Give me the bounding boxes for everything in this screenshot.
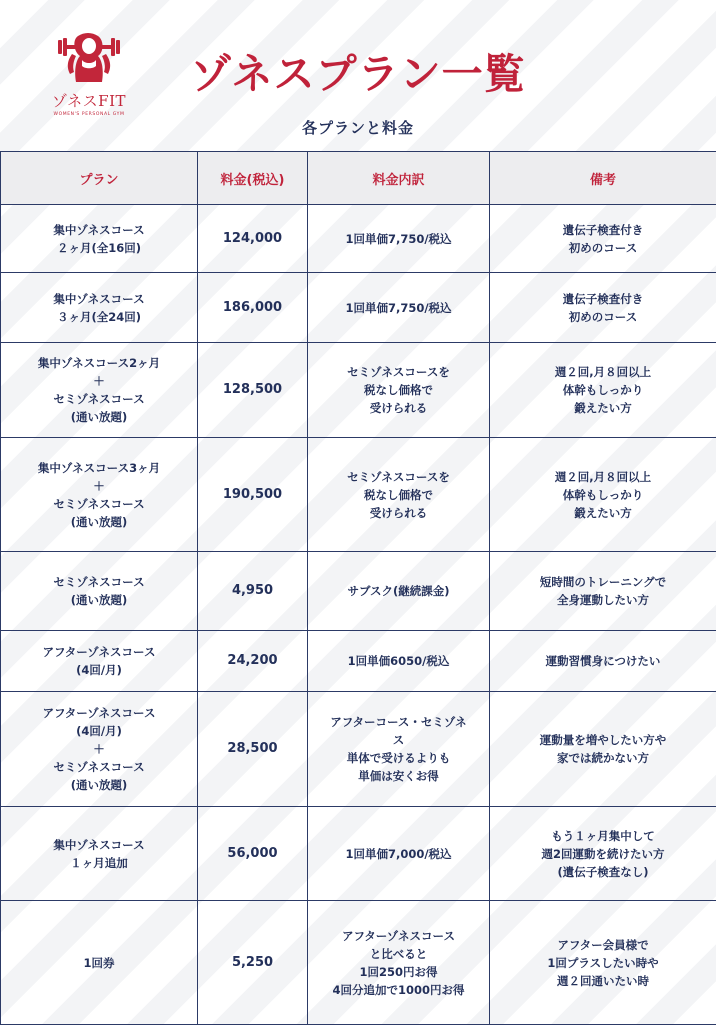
table-row [1, 205, 716, 273]
note-cell: 運動量を増やしたい方や 家では続かない方 [490, 692, 716, 807]
note-cell: アフター会員様で 1回プラスしたい時や 週２回通いたい時 [490, 901, 716, 1025]
detail-cell: アフターコース・セミゾネ ス 単体で受けるよりも 単価は安くお得 [308, 692, 490, 807]
header-note: 備考 [490, 152, 716, 205]
plan-cell: 集中ゾネスコース ３ヶ月(全24回) [1, 273, 198, 343]
price-cell: 5,250 [198, 901, 308, 1025]
detail-cell: セミゾネスコースを 税なし価格で 受けられる [308, 343, 490, 438]
logo-tagline: WOMEN'S PERSONAL GYM [54, 112, 125, 117]
price-cell: 186,000 [198, 273, 308, 343]
header-plan: プラン [1, 152, 198, 205]
price-cell: 56,000 [198, 807, 308, 901]
plan-cell: 1回券 [1, 901, 198, 1025]
table-row [1, 807, 716, 901]
logo-name: ゾネスFIT [52, 90, 126, 111]
detail-cell: 1回単価7,750/税込 [308, 273, 490, 343]
detail-cell: アフターゾネスコース と比べると 1回250円お得 4回分追加で1000円お得 [308, 901, 490, 1025]
woman-dumbbell-icon [54, 30, 124, 92]
note-cell: 運動習慣身につけたい [490, 631, 716, 692]
detail-cell: 1回単価7,000/税込 [308, 807, 490, 901]
price-cell: 28,500 [198, 692, 308, 807]
price-cell: 4,950 [198, 552, 308, 631]
gym-logo [42, 30, 136, 124]
table-row [1, 901, 716, 1025]
plan-cell: 集中ゾネスコース2ヶ月 ＋ セミゾネスコース (通い放題) [1, 343, 198, 438]
table-row [1, 343, 716, 438]
plan-table [0, 151, 716, 1025]
note-cell: 遺伝子検査付き 初めのコース [490, 205, 716, 273]
plan-cell: アフターゾネスコース (4回/月) [1, 631, 198, 692]
note-cell: 週２回,月８回以上 体幹もしっかり 鍛えたい方 [490, 438, 716, 552]
page-subtitle: 各プランと料金 [0, 117, 716, 138]
header-price: 料金(税込) [198, 152, 308, 205]
header-detail: 料金内訳 [308, 152, 490, 205]
table-header-row [1, 152, 716, 205]
table-row [1, 438, 716, 552]
note-cell: もう１ヶ月集中して 週2回運動を続けたい方 (遺伝子検査なし) [490, 807, 716, 901]
price-cell: 124,000 [198, 205, 308, 273]
plan-cell: 集中ゾネスコース １ヶ月追加 [1, 807, 198, 901]
price-cell: 128,500 [198, 343, 308, 438]
price-cell: 190,500 [198, 438, 308, 552]
plan-cell: 集中ゾネスコース3ヶ月 ＋ セミゾネスコース (通い放題) [1, 438, 198, 552]
note-cell: 短時間のトレーニングで 全身運動したい方 [490, 552, 716, 631]
detail-cell: 1回単価6050/税込 [308, 631, 490, 692]
page-title: ゾネスプラン一覧 [150, 46, 566, 102]
detail-cell: 1回単価7,750/税込 [308, 205, 490, 273]
table-row [1, 692, 716, 807]
detail-cell: セミゾネスコースを 税なし価格で 受けられる [308, 438, 490, 552]
plan-cell: 集中ゾネスコース ２ヶ月(全16回) [1, 205, 198, 273]
price-cell: 24,200 [198, 631, 308, 692]
note-cell: 遺伝子検査付き 初めのコース [490, 273, 716, 343]
plan-cell: セミゾネスコース (通い放題) [1, 552, 198, 631]
table-row [1, 552, 716, 631]
plan-cell: アフターゾネスコース (4回/月) ＋ セミゾネスコース (通い放題) [1, 692, 198, 807]
detail-cell: サブスク(継続課金) [308, 552, 490, 631]
note-cell: 週２回,月８回以上 体幹もしっかり 鍛えたい方 [490, 343, 716, 438]
table-row [1, 631, 716, 692]
table-row [1, 273, 716, 343]
